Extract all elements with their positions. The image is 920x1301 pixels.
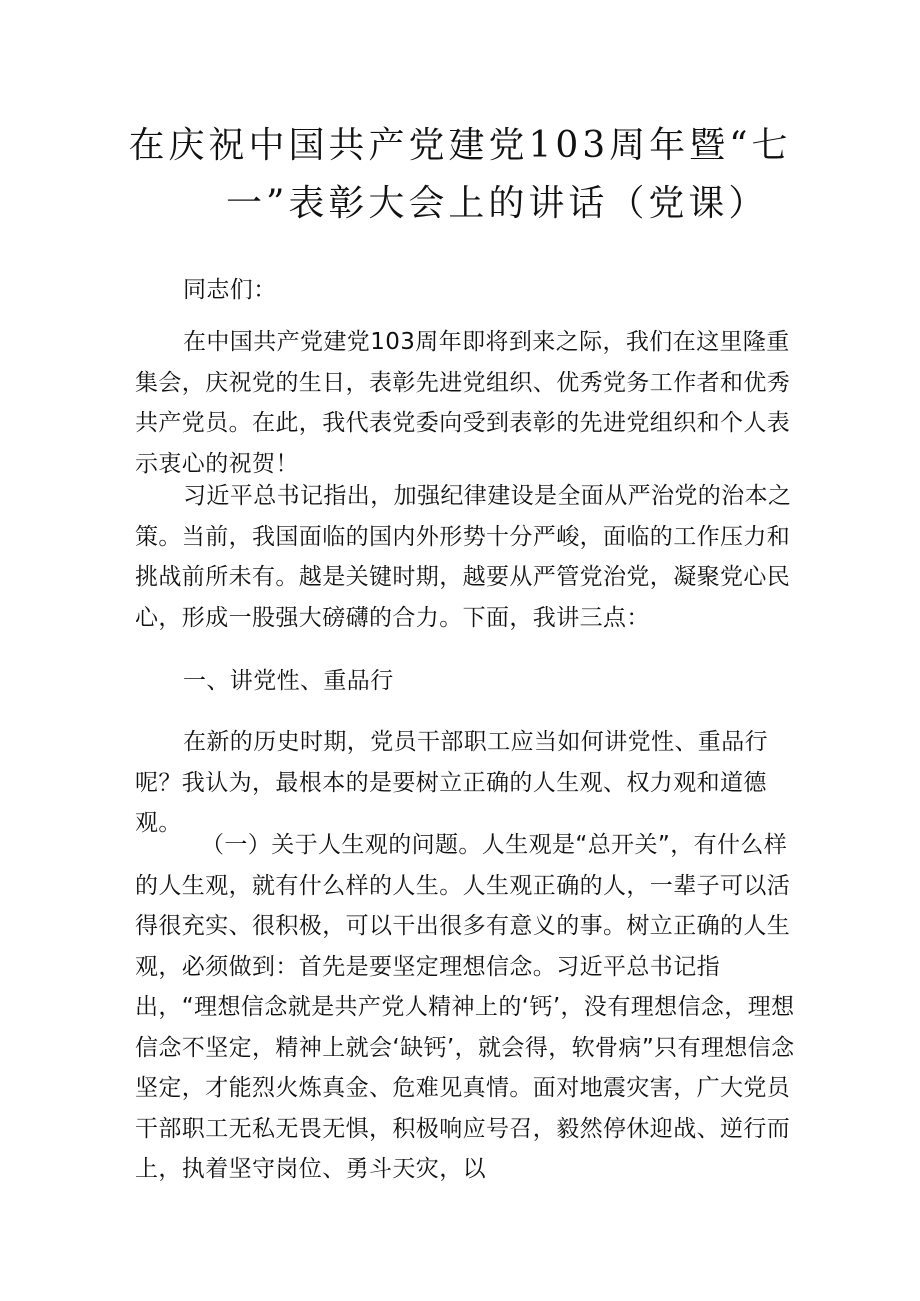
document-title-line-1: 在庆祝中国共产党建党103周年暨“七 <box>128 125 792 166</box>
greeting-text: 同志们： <box>183 277 277 303</box>
body-paragraph-1 <box>135 322 795 484</box>
paragraph-text: 在中国共产党建党103周年即将到来之际，我们在这里隆重集会，庆祝党的生日，表彰先进党组织、优秀党务工作者和优秀共产党员。在此，我代表党委向受到表彰的先进党组织和个人表示衷心的祝贺！ <box>135 329 791 477</box>
body-paragraph-2 <box>135 476 795 638</box>
section-heading <box>135 661 795 702</box>
document-title-line-2: 一”表彰大会上的讲话（党课） <box>226 183 769 224</box>
greeting-paragraph <box>135 270 795 311</box>
paragraph-text: 在新的历史时期，党员干部职工应当如何讲党性、重品行呢？我认为，最根本的是要树立正确的人生观、权力观和道德观。 <box>135 729 768 836</box>
body-paragraph-4 <box>135 825 795 1190</box>
paragraph-text: 习近平总书记指出，加强纪律建设是全面从严治党的治本之策。当前，我国面临的国内外形势十分严峻，面临的工作压力和挑战前所未有。越是关键时期，越要从严管党治党，凝聚党心民心，形成一股强大磅礴的合力。下面，我讲三点： <box>135 483 792 631</box>
section-heading-text: 一、讲党性、重品行 <box>183 668 394 694</box>
paragraph-text: （一）关于人生观的问题。人生观是“总开关”，有什么样的人生观，就有什么样的人生。人生观正确的人，一辈子可以活得很充实、很积极，可以干出很多有意义的事。树立正确的人生观，必须做到：首先是要坚定理想信念。习近平总书记指出，“理想信念就是共产党人精神上的‘钙’，没有理想信念，理想信念不坚定，精神上就会‘缺钙’，就会得，软骨病”只有理想信念坚定，才能烈火炼真金、危难见真情。面对地震灾害，广大党员干部职工无私无畏无惧，积极响应号召，毅然停休迎战、逆行而上，执着坚守岗位、勇斗天灾，以 <box>135 832 795 1182</box>
